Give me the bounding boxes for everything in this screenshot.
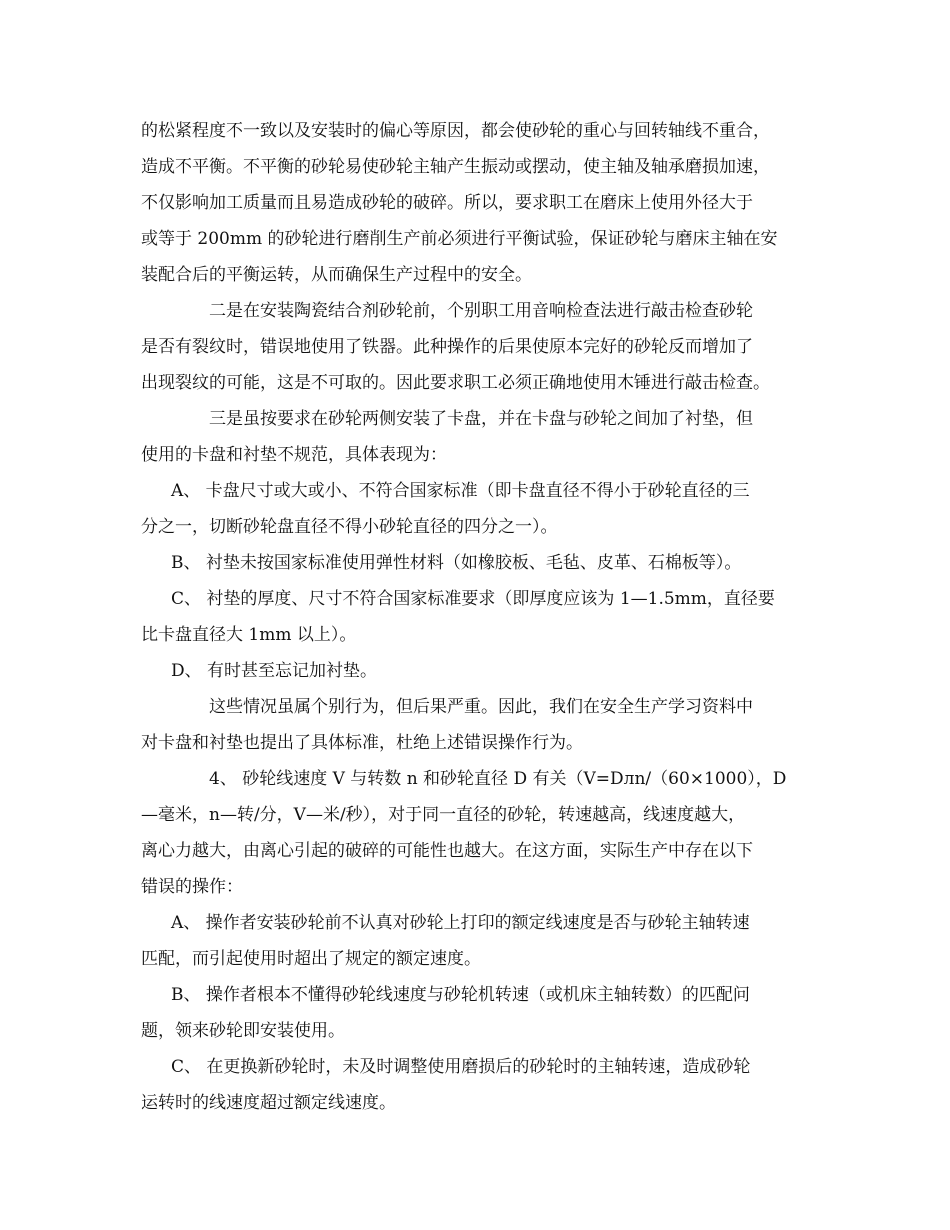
text-line: 运转时的线速度超过额定线速度。 (141, 1093, 396, 1113)
text-line: 是否有裂纹时，错误地使用了铁器。此种操作的后果使原本完好的砂轮反而增加了 (141, 337, 753, 357)
text-line: 错误的操作： (141, 877, 243, 897)
list-item-line: A、 操作者安装砂轮前不认真对砂轮上打印的额定线速度是否与砂轮主轴转速 (171, 913, 750, 933)
list-item-line: D、 有时甚至忘记加衬垫。 (171, 661, 378, 681)
list-item-line: C、 在更换新砂轮时，未及时调整使用磨损后的砂轮时的主轴转速，造成砂轮 (171, 1057, 751, 1077)
text-line: 造成不平衡。不平衡的砂轮易使砂轮主轴产生振动或摆动，使主轴及轴承磨损加速， (141, 157, 770, 177)
text-line: 匹配，而引起使用时超出了规定的额定速度。 (141, 949, 481, 969)
text-line: 装配合后的平衡运转，从而确保生产过程中的安全。 (141, 265, 532, 285)
text-line: 出现裂纹的可能，这是不可取的。因此要求职工必须正确地使用木锤进行敲击检查。 (141, 373, 770, 393)
text-line: 离心力越大，由离心引起的破碎的可能性也越大。在这方面，实际生产中存在以下 (141, 841, 753, 861)
text-line: 对卡盘和衬垫也提出了具体标准，杜绝上述错误操作行为。 (141, 733, 583, 753)
text-line: 分之一，切断砂轮盘直径不得小砂轮直径的四分之一）。 (141, 517, 558, 537)
text-line: 题，领来砂轮即安装使用。 (141, 1021, 345, 1041)
text-line: 的松紧程度不一致以及安装时的偏心等原因，都会使砂轮的重心与回转轴线不重合， (141, 121, 770, 141)
text-line: 或等于 200mm 的砂轮进行磨削生产前必须进行平衡试验，保证砂轮与磨床主轴在安 (141, 229, 778, 249)
text-line: —毫米，n—转/分，V—米/秒），对于同一直径的砂轮，转速越高，线速度越大， (141, 805, 746, 825)
text-line: 不仅影响加工质量而且易造成砂轮的破碎。所以，要求职工在磨床上使用外径大于 (141, 193, 753, 213)
paragraph-start-line: 4、 砂轮线速度 V 与转数 n 和砂轮直径 D 有关（V=Dлn/（60×1000），D (209, 769, 787, 789)
paragraph-start-line: 二是在安装陶瓷结合剂砂轮前，个别职工用音响检查法进行敲击检查砂轮 (209, 301, 753, 321)
paragraph-start-line: 三是虽按要求在砂轮两侧安装了卡盘，并在卡盘与砂轮之间加了衬垫，但 (209, 409, 753, 429)
list-item-line: C、 衬垫的厚度、尺寸不符合国家标准要求（即厚度应该为 1—1.5mm，直径要 (171, 589, 775, 609)
paragraph-start-line: 这些情况虽属个别行为，但后果严重。因此，我们在安全生产学习资料中 (209, 697, 753, 717)
text-line: 比卡盘直径大 1mm 以上）。 (141, 625, 357, 645)
text-line: 使用的卡盘和衬垫不规范，具体表现为： (141, 445, 447, 465)
list-item-line: B、 衬垫未按国家标准使用弹性材料（如橡胶板、毛毡、皮革、石棉板等）。 (171, 553, 742, 573)
list-item-line: B、 操作者根本不懂得砂轮线速度与砂轮机转速（或机床主轴转数）的匹配问 (171, 985, 750, 1005)
list-item-line: A、 卡盘尺寸或大或小、不符合国家标准（即卡盘直径不得小于砂轮直径的三 (171, 481, 750, 501)
